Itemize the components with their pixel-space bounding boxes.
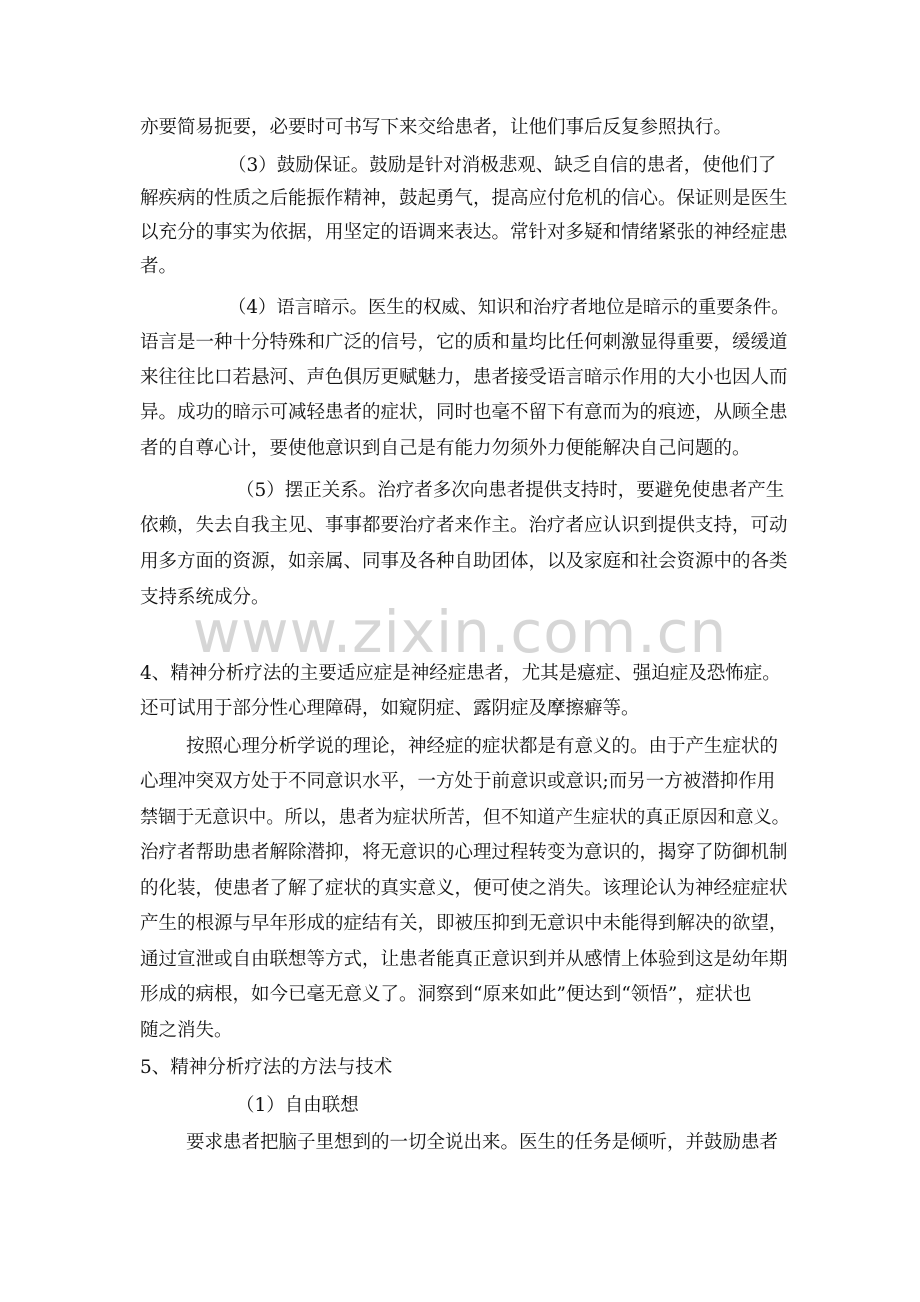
text-line: 禁锢于无意识中。所以，患者为症状所苦，但不知道产生症状的真正原因和意义。 — [140, 807, 790, 828]
text-line: 要求患者把脑子里想到的一切全说出来。医生的任务是倾听，并鼓励患者 — [186, 1132, 779, 1153]
text-line: 支持系统成分。 — [140, 587, 270, 608]
text-line: 4、精神分析疗法的主要适应症是神经症患者，尤其是癔症、强迫症及恐怖症。 — [140, 663, 781, 684]
text-line: 还可试用于部分性心理障碍，如窥阴症、露阴症及摩擦癖等。 — [140, 698, 640, 719]
text-line: 者的自尊心计，要使他意识到自己是有能力勿须外力便能解决自己问题的。 — [140, 438, 751, 459]
text-line: （3）鼓励保证。鼓励是针对消极悲观、缺乏自信的患者，使他们了 — [228, 155, 777, 176]
text-line: 产生的根源与早年形成的症结有关，即被压抑到无意识中未能得到解决的欲望， — [140, 913, 788, 934]
text-line: 治疗者帮助患者解除潜抑，将无意识的心理过程转变为意识的，揭穿了防御机制 — [140, 842, 788, 863]
section-heading: 5、精神分析疗法的方法与技术 — [140, 1057, 393, 1078]
text-line: 异。成功的暗示可减轻患者的症状，同时也毫不留下有意而为的痕迹，从顾全患 — [140, 402, 788, 423]
text-line: 的化装，使患者了解了症状的真实意义，便可使之消失。该理论认为神经症症状 — [140, 878, 788, 899]
text-line: 者。 — [140, 256, 178, 277]
subsection-heading: （1）自由联想 — [236, 1095, 359, 1116]
text-line: 以充分的事实为依据，用坚定的语调来表达。常针对多疑和情绪紧张的神经症患 — [140, 222, 788, 243]
text-line: 按照心理分析学说的理论，神经症的症状都是有意义的。由于产生症状的 — [186, 736, 779, 757]
text-line: 来往往比口若悬河、声色俱厉更赋魅力，患者接受语言暗示作用的大小也因人而 — [140, 367, 788, 388]
text-line: 依赖，失去自我主见、事事都要治疗者来作主。治疗者应认识到提供支持，可动 — [140, 515, 788, 536]
text-line: 形成的病根，如今已毫无意义了。洞察到“原来如此”便达到“领悟”，症状也 — [140, 984, 752, 1005]
text-line: 亦要简易扼要，必要时可书写下来交给患者，让他们事后反复参照执行。 — [140, 117, 733, 138]
text-line: （4）语言暗示。医生的权威、知识和治疗者地位是暗示的重要条件。 — [228, 297, 790, 318]
text-line: 解疾病的性质之后能振作精神，鼓起勇气，提高应付危机的信心。保证则是医生 — [140, 188, 788, 209]
text-line: （5）摆正关系。治疗者多次向患者提供支持时，要避免使患者产生 — [236, 480, 785, 501]
text-line: 随之消失。 — [140, 1020, 233, 1041]
text-line: 通过宣泄或自由联想等方式，让患者能真正意识到并从感情上体验到这是幼年期 — [140, 949, 788, 970]
text-line: 心理冲突双方处于不同意识水平，一方处于前意识或意识;而另一方被潜抑作用 — [140, 771, 776, 792]
text-line: 语言是一种十分特殊和广泛的信号，它的质和量均比任何刺激显得重要，缓缓道 — [140, 332, 788, 353]
watermark: www.zixin.com.cn — [192, 598, 728, 666]
text-line: 用多方面的资源，如亲属、同事及各种自助团体，以及家庭和社会资源中的各类 — [140, 551, 788, 572]
